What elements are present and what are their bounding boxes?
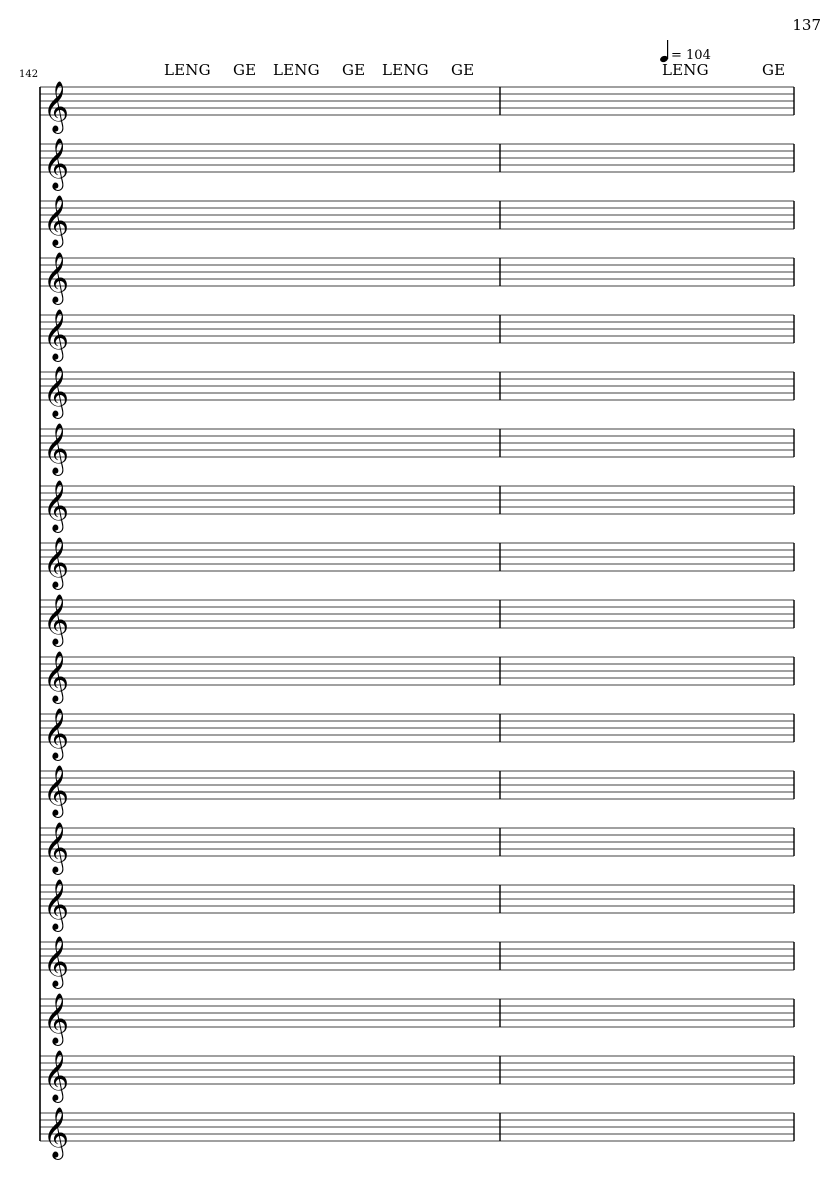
lyric-syllable: GE bbox=[451, 61, 475, 79]
treble-clef-icon: 𝄞 bbox=[43, 480, 70, 531]
treble-clef-icon: 𝄞 bbox=[43, 366, 70, 417]
treble-clef-icon: 𝄞 bbox=[43, 138, 70, 189]
treble-clef-icon: 𝄞 bbox=[43, 651, 70, 702]
staff bbox=[40, 366, 794, 419]
treble-clef-icon: 𝄞 bbox=[43, 81, 70, 132]
treble-clef-icon: 𝄞 bbox=[43, 879, 70, 930]
lyric-syllable: GE bbox=[342, 61, 366, 79]
lyric-syllable: GE bbox=[762, 61, 786, 79]
staff bbox=[40, 195, 794, 248]
staff bbox=[40, 423, 794, 476]
treble-clef-icon: 𝄞 bbox=[43, 708, 70, 759]
measure-number: 142 bbox=[19, 69, 39, 80]
treble-clef-icon: 𝄞 bbox=[43, 936, 70, 987]
tempo-value: = 104 bbox=[671, 48, 711, 63]
treble-clef-icon: 𝄞 bbox=[43, 993, 70, 1044]
treble-clef-icon: 𝄞 bbox=[43, 765, 70, 816]
treble-clef-icon: 𝄞 bbox=[43, 309, 70, 360]
staff bbox=[40, 594, 794, 647]
treble-clef-icon: 𝄞 bbox=[43, 822, 70, 873]
staff bbox=[40, 252, 794, 305]
lyric-syllable: GE bbox=[233, 61, 257, 79]
lyric-syllable: LENG bbox=[382, 61, 429, 79]
staff bbox=[40, 138, 794, 191]
staff bbox=[40, 708, 794, 761]
lyric-syllable: LENG bbox=[273, 61, 320, 79]
staff bbox=[40, 936, 794, 989]
lyric-syllable: LENG bbox=[164, 61, 211, 79]
lyric-syllable: LENG bbox=[662, 61, 709, 79]
staff bbox=[40, 993, 794, 1046]
staff bbox=[40, 651, 794, 704]
staff bbox=[40, 765, 794, 818]
staff bbox=[40, 1050, 794, 1103]
staff bbox=[40, 822, 794, 875]
staff bbox=[40, 309, 794, 362]
treble-clef-icon: 𝄞 bbox=[43, 537, 70, 588]
treble-clef-icon: 𝄞 bbox=[43, 594, 70, 645]
staff bbox=[40, 1107, 794, 1160]
treble-clef-icon: 𝄞 bbox=[43, 1050, 70, 1101]
treble-clef-icon: 𝄞 bbox=[43, 195, 70, 246]
page-number: 137 bbox=[792, 16, 821, 34]
treble-clef-icon: 𝄞 bbox=[43, 252, 70, 303]
staff bbox=[40, 480, 794, 533]
treble-clef-icon: 𝄞 bbox=[43, 1107, 70, 1158]
staff bbox=[40, 879, 794, 932]
staff bbox=[40, 537, 794, 590]
staff bbox=[40, 81, 794, 134]
treble-clef-icon: 𝄞 bbox=[43, 423, 70, 474]
